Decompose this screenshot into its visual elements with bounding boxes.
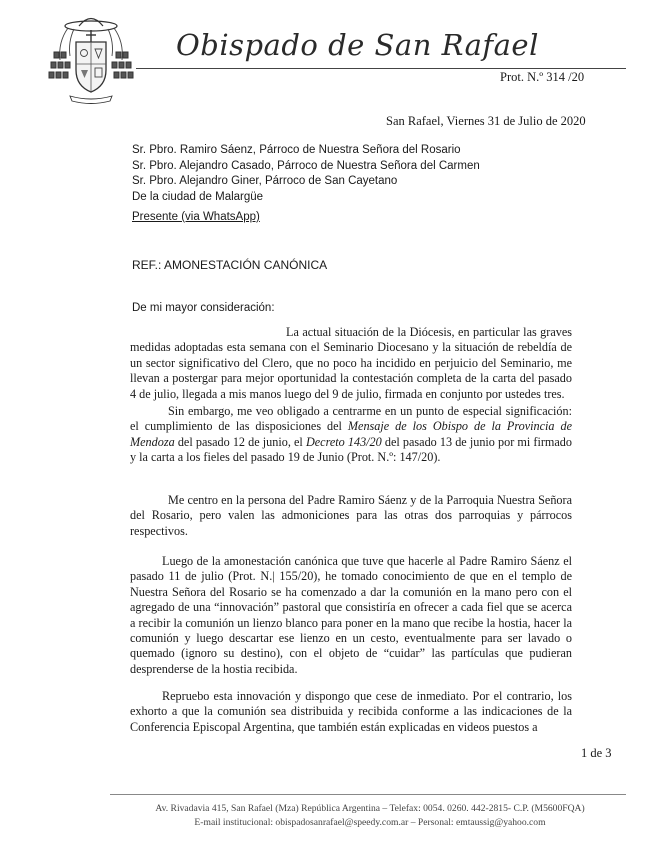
recipients-block: [132, 143, 480, 205]
recipient-line: Sr. Pbro. Alejandro Giner, Párroco de San Cayetano: [132, 175, 398, 187]
protocol-number: Prot. N.º 314 /20: [500, 70, 585, 84]
recipient-line: De la ciudad de Malargüe: [132, 190, 264, 203]
salutation: De mi mayor consideración:: [132, 302, 275, 314]
paragraph-text: Sin embargo, me veo obligado a centrarme en un punto de especial significación: el cumplimiento de las disposiciones del: [130, 404, 572, 434]
paragraph-text: del pasado 12 de junio, el: [174, 434, 306, 449]
footer-email: E-mail institucional: obispadosanrafael@speedy.com.ar – Personal: emtaussig@yahoo.com: [194, 817, 546, 828]
letterhead-title: Obispado de San Rafael: [176, 28, 539, 62]
decree-title-italic: Decreto 143/20: [305, 434, 382, 449]
body-paragraph-5: Repruebo esta innovación y dispongo que cese de inmediato. Por el contrario, los exhorto a que la comunión sea distribuida y recibida conforme a las indicaciones de la Conferencia Episcopal Argentina, que también están explicadas en videos puestos a: [130, 689, 572, 734]
recipient-line: Sr. Pbro. Alejandro Casado, Párroco de Nuestra Señora del Carmen: [132, 159, 480, 172]
page-number: 1 de 3: [581, 746, 612, 760]
episcopal-coat-of-arms: [48, 12, 134, 104]
footer-divider: [110, 794, 626, 795]
recipient-line: Sr. Pbro. Ramiro Sáenz, Párroco de Nuestra Señora del Rosario: [132, 144, 461, 156]
body-paragraph-1: La actual situación de la Diócesis, en particular las graves medidas adoptadas esta semana con el Seminario Diocesano y la situación de rebeldía de un sector significativo del Clero, que no poco ha incidido en perjuicio del Seminario, me llevan a postergar para mejor oportunidad la contestación completa de la carta del pasado 4 de julio, llegada a mis manos luego del 9 de julio, firmada en conjunto por ustedes tres.: [130, 325, 572, 401]
body-paragraph-2: [130, 404, 572, 466]
body-paragraph-3: Me centro en la persona del Padre Ramiro Sáenz y de la Parroquia Nuestra Señora del Rosario, pero valen las admoniciones para las otras dos parroquias y párrocos respectivos.: [130, 493, 572, 538]
body-paragraph-4: Luego de la amonestación canónica que tuve que hacerle al Padre Ramiro Sáenz el pasado 11 de julio (Prot. N.| 155/20), he tomado conocimiento de que en el templo de Nuestra Señora del Rosario se ha comenzado a dar la comunión en la mano pero con el agregado de una “innovación” pastoral que consistiría en ofrecer a cada fiel que se acerca a recibir la comunión un lienzo blanco para poner en la mano que recibe la hostia, hacer la comunión y luego descartar ese lienzo en un cesto, eventualmente para ser lavado o quemado (ignoro su destino), con el objeto de “cuidar” las partículas que pudieran desprenderse de la hostia recibida.: [130, 554, 572, 676]
reference-line: REF.: AMONESTACIÓN CANÓNICA: [132, 258, 328, 272]
letterhead-divider: [136, 68, 626, 69]
delivery-note: Presente (via WhatsApp): [132, 211, 260, 223]
footer-address: Av. Rivadavia 415, San Rafael (Mza) República Argentina – Telefax: 0054. 0260. 442-2815- C.P. (M5600FQA): [155, 803, 585, 814]
letter-date: San Rafael, Viernes 31 de Julio de 2020: [386, 114, 586, 128]
document-title-italic: Mensaje de los Obispo de la Provincia de Mendoza: [130, 419, 572, 449]
paragraph-text: del pasado 13 de junio por mi firmado y la carta a los fieles del pasado 19 de Junio (Prot. N.º: 147/20).: [130, 434, 572, 465]
